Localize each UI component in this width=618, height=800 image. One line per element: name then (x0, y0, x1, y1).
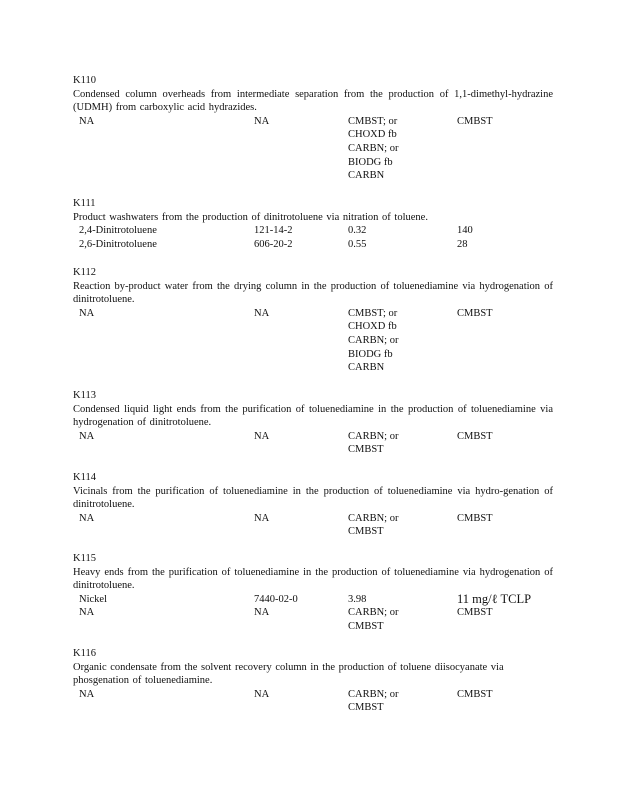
table-row (73, 620, 553, 634)
waste-code: K111 (73, 198, 96, 209)
nonwastewater-standard: CMBST (457, 512, 493, 524)
wastewater-standard: CMBST; or (348, 307, 398, 319)
wastewater-standard: CARBN; or (348, 607, 399, 619)
nonwastewater-standard: CMBST (457, 607, 493, 619)
wastewater-standard: CARBN (348, 362, 385, 374)
waste-description: Reaction by-product water from the drying column in the production of toluenediamine via hydrogenation of dinitrotoluene. (73, 280, 553, 306)
table-row (73, 361, 553, 375)
table-row (73, 606, 553, 620)
table-row (73, 320, 553, 334)
constituent: NA (79, 115, 95, 127)
nonwastewater-standard: CMBST (457, 307, 493, 319)
waste-code: K110 (73, 75, 96, 86)
waste-description: Condensed liquid light ends from the purification of toluenediamine in the production of toluenediamine via hydrogenation of dinitrotoluene. (73, 403, 553, 429)
constituent: NA (79, 307, 95, 319)
wastewater-standard: BIODG fb (348, 156, 393, 168)
wastewater-standard: CHOXD fb (348, 129, 397, 141)
waste-code: K112 (73, 267, 96, 278)
cas-number: 7440-02-0 (254, 593, 298, 605)
waste-entry-k113 (73, 389, 553, 457)
waste-description: Condensed column overheads from intermediate separation from the production of 1,1-dimethyl-hydrazine (UDMH) from carboxylic acid hydrazides. (73, 88, 553, 114)
wastewater-standard: CMBST (348, 444, 384, 456)
table-row (73, 307, 553, 321)
table-row (73, 593, 553, 607)
wastewater-standard: CARBN (348, 170, 385, 182)
nonwastewater-standard: CMBST (457, 688, 493, 700)
waste-code: K115 (73, 553, 96, 564)
table-row (73, 443, 553, 457)
table-row (73, 688, 553, 702)
table-row (73, 115, 553, 129)
table-row (73, 224, 553, 238)
cas-number: NA (254, 607, 270, 619)
waste-description: Product washwaters from the production of dinitrotoluene via nitration of toluene. (73, 211, 428, 223)
table-row (73, 348, 553, 362)
nonwastewater-standard: 140 (457, 225, 473, 237)
wastewater-standard: CARBN; or (348, 334, 399, 346)
wastewater-standard: CARBN; or (348, 430, 399, 442)
constituent: 2,4-Dinitrotoluene (79, 225, 157, 237)
wastewater-standard: 3.98 (348, 593, 367, 605)
constituent: NA (79, 607, 95, 619)
table-row (73, 238, 553, 252)
waste-entry-k114 (73, 471, 553, 539)
table-row (73, 430, 553, 444)
constituent: Nickel (79, 593, 107, 605)
waste-code: K114 (73, 472, 96, 483)
cas-number: NA (254, 115, 270, 127)
wastewater-standard: CMBST; or (348, 115, 398, 127)
nonwastewater-standard: CMBST (457, 430, 493, 442)
nonwastewater-standard: 11 mg/ℓ TCLP (457, 591, 532, 606)
table-row (73, 512, 553, 526)
table-row (73, 142, 553, 156)
wastewater-standard: BIODG fb (348, 348, 393, 360)
cas-number: NA (254, 688, 270, 700)
waste-entry-k115 (73, 552, 553, 634)
table-row (73, 128, 553, 142)
nonwastewater-standard: 28 (457, 238, 468, 250)
waste-entry-k110 (73, 74, 553, 183)
cas-number: NA (254, 307, 270, 319)
wastewater-standard: 0.32 (348, 225, 367, 237)
waste-entry-k112 (73, 266, 553, 375)
table-row (73, 525, 553, 539)
wastewater-standard: CARBN; or (348, 688, 399, 700)
constituent: 2,6-Dinitrotoluene (79, 238, 157, 250)
wastewater-standard: CHOXD fb (348, 321, 397, 333)
wastewater-standard: CARBN; or (348, 512, 399, 524)
cas-number: 121-14-2 (254, 225, 293, 237)
waste-code: K113 (73, 390, 96, 401)
wastewater-standard: CMBST (348, 620, 384, 632)
table-row (73, 156, 553, 170)
cas-number: 606-20-2 (254, 238, 293, 250)
wastewater-standard: CARBN; or (348, 142, 399, 154)
waste-description: Organic condensate from the solvent recovery column in the production of toluene diisocyanate via phosgenation of toluenediamine. (73, 661, 504, 687)
wastewater-standard: CMBST (348, 702, 384, 714)
wastewater-standard: CMBST (348, 526, 384, 538)
table-row (73, 169, 553, 183)
wastewater-standard: 0.55 (348, 238, 367, 250)
cas-number: NA (254, 430, 270, 442)
waste-description: Vicinals from the purification of toluenediamine in the production of toluenediamine via hydro-genation of dinitrotoluene. (73, 485, 553, 511)
constituent: NA (79, 688, 95, 700)
constituent: NA (79, 430, 95, 442)
waste-code: K116 (73, 648, 96, 659)
nonwastewater-standard: CMBST (457, 115, 493, 127)
cas-number: NA (254, 512, 270, 524)
waste-entry-k116 (73, 647, 553, 715)
waste-description: Heavy ends from the purification of toluenediamine in the production of toluenediamine via hydrogenation of dinitrotoluene. (73, 566, 553, 592)
table-row (73, 334, 553, 348)
waste-entry-k111 (73, 197, 553, 251)
table-row (73, 701, 553, 715)
constituent: NA (79, 512, 95, 524)
